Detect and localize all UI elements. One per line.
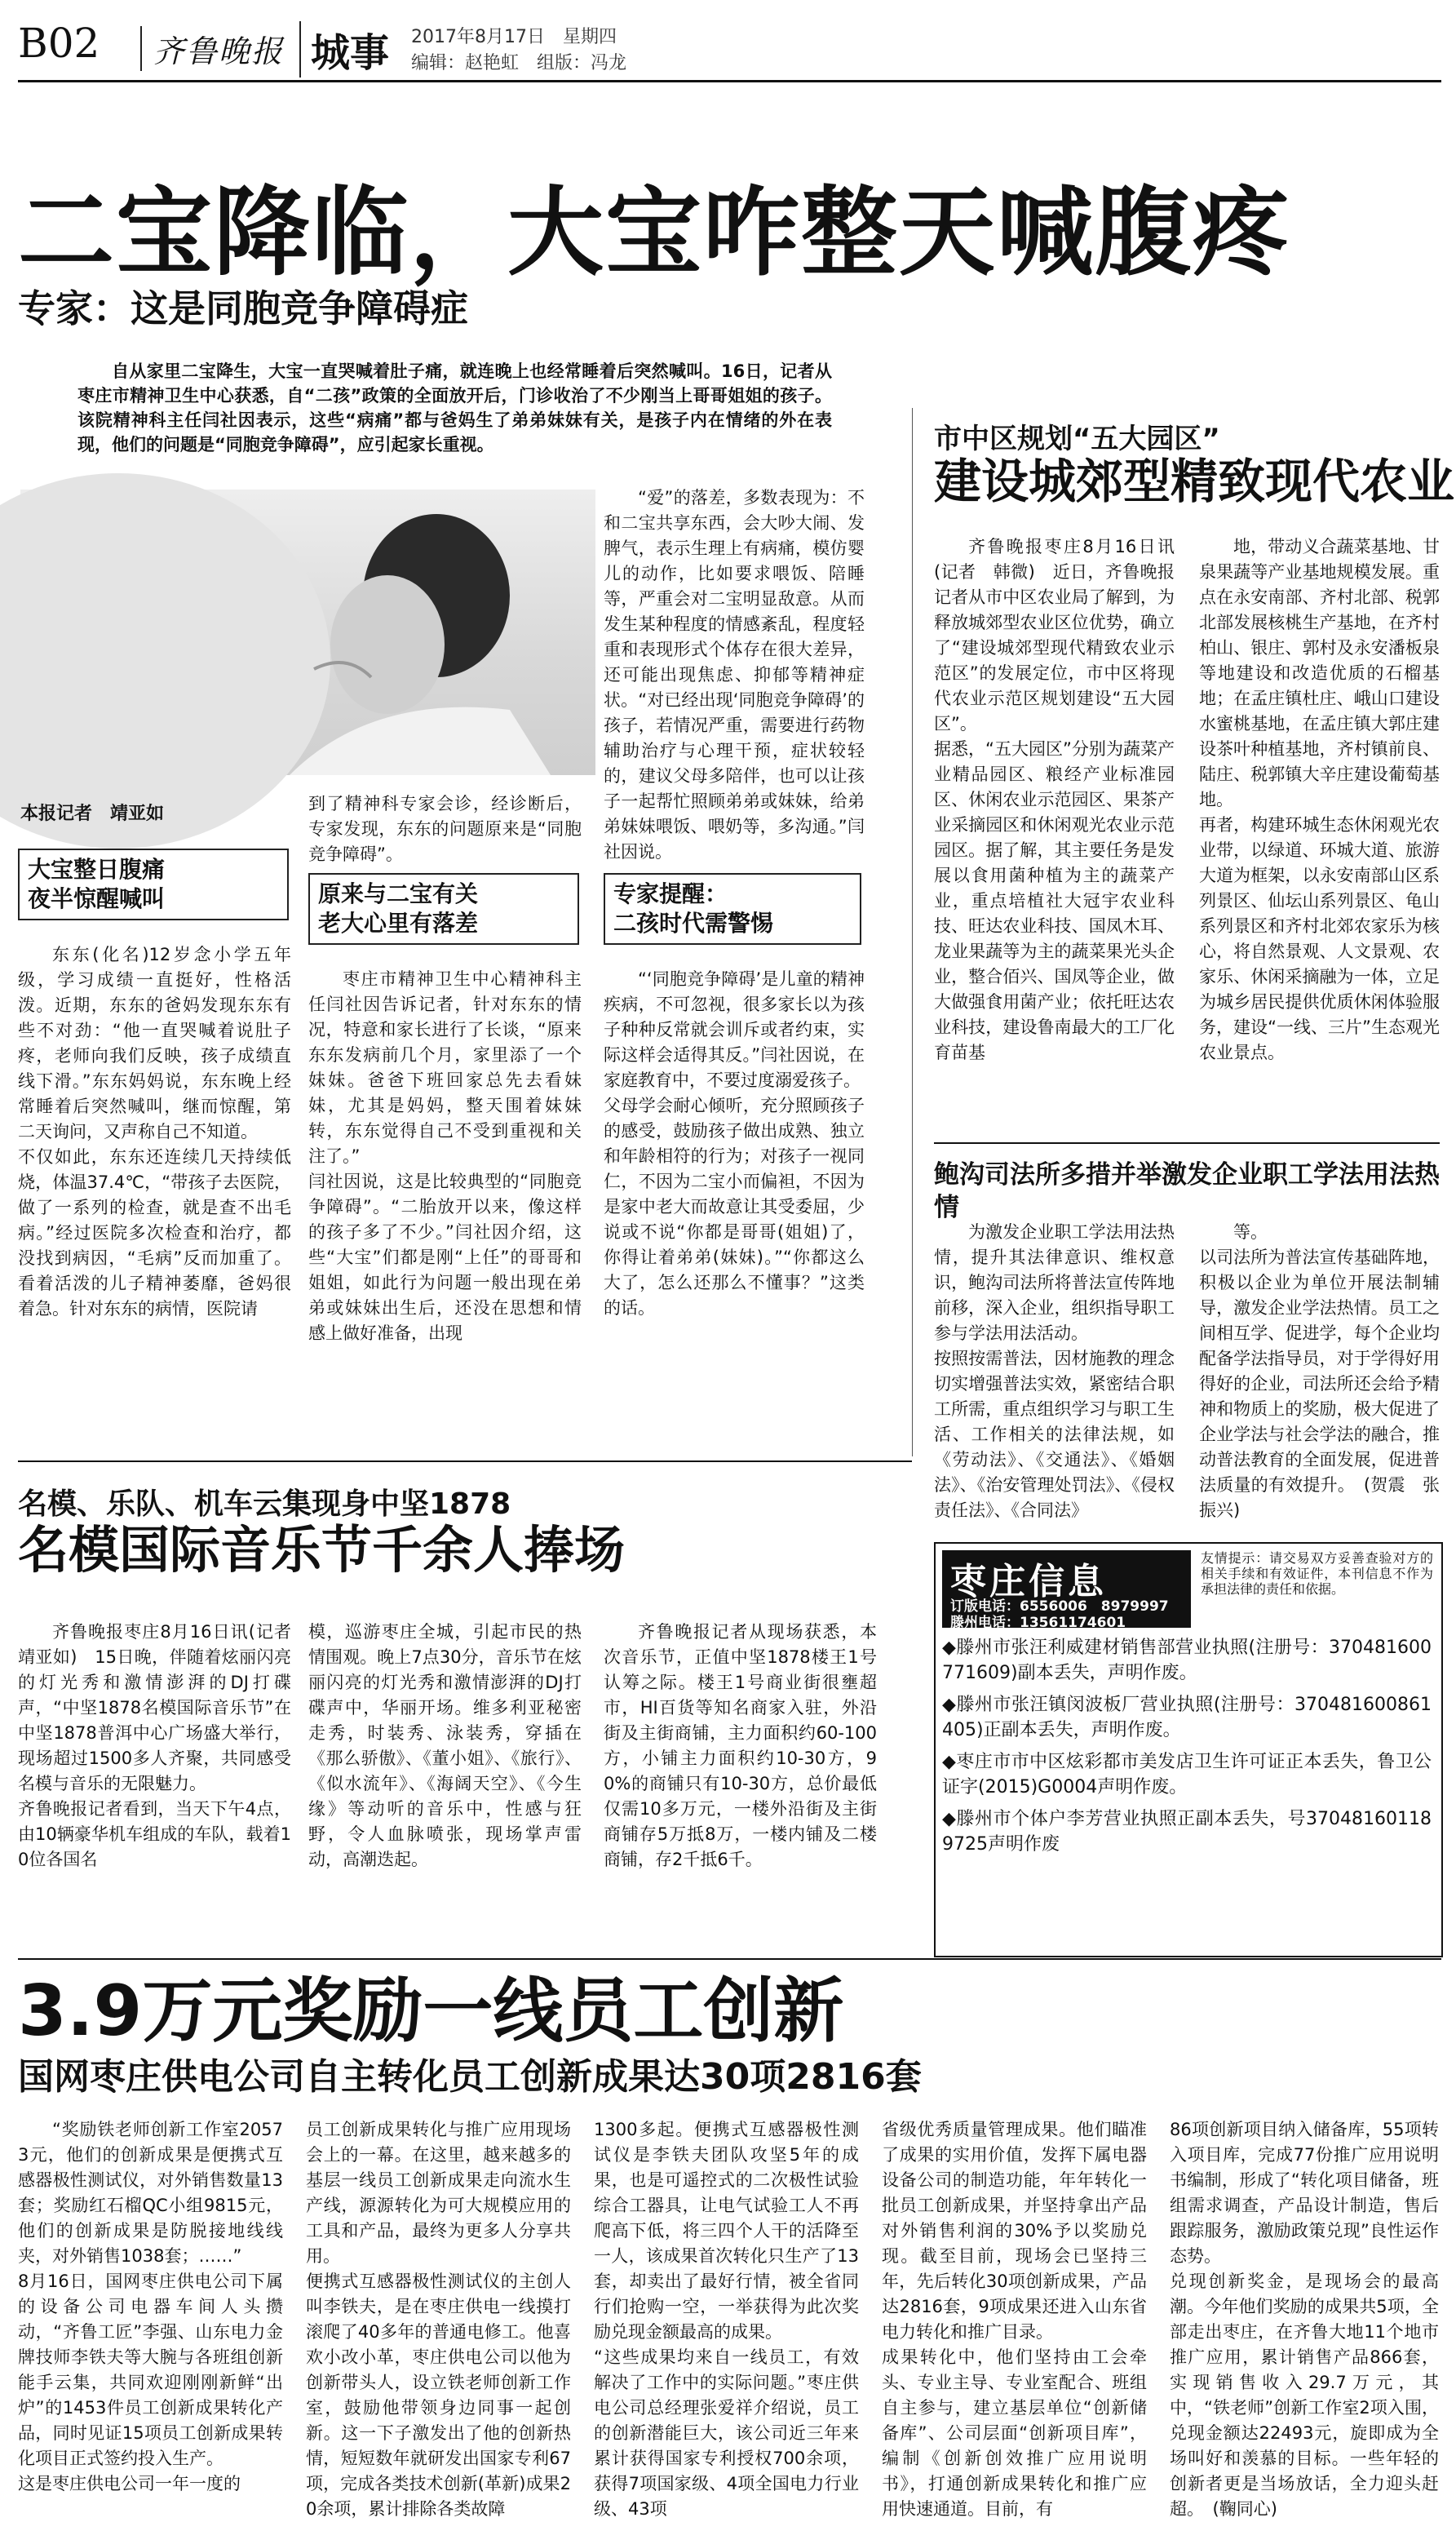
classified-ad-box — [934, 1542, 1443, 1957]
story1-box-3: 专家提醒： 二孩时代需警惕 — [604, 873, 861, 945]
story5-col2: 员工创新成果转化与推广应用现场会上的一幕。在这里，越来越多的基层一线员工创新成果走向流水生产线，源源转化为可大规模应用的工具和产品，最终为更多人分享共用。 便携式互感器极性测试仪的主创人叫李铁夫，是在枣庄供电一线摸打滚爬了40多年的普通电修工。他喜欢小改小革，枣庄供电公司以他为创新带头人，设立铁老师创新工作室，鼓励他带领身边同事一起创新。这一下子激发出了他的创新热情，短短数年就研发出国家专利67项，完成各类技术创新(革新)成果20余项，累计排除各类故障 — [306, 2120, 571, 2519]
story3-headline: 鲍沟司法所多措并举激发企业职工学法用法热情 — [934, 1160, 1440, 1222]
paper-logo: 齐鲁晚报 — [140, 26, 284, 71]
story4-col1: 齐鲁晚报枣庄8月16日讯(记者 靖亚如) 15日晚，伴随着炫丽闪亮的灯光秀和激情澎湃的DJ打碟声，“中坚1878名模国际音乐节”在中坚1878普洱中心广场盛大举行，现场超过1500多人齐聚，共同感受名模与音乐的无限魅力。 齐鲁晚报记者看到，当天下午4点，由10辆豪华机车组成的车队，载着10位各国名 — [18, 1622, 291, 1869]
story4-col2: 模，巡游枣庄全城，引起市民的热情围观。晚上7点30分，音乐节在炫丽闪亮的灯光秀和激情澎湃的DJ打碟声中，华丽开场。维多利亚秘密走秀，时装秀、泳装秀，穿插在《那么骄傲》、《董小姐》、《旅行》、《似水流年》、《海阔天空》、《今生缘》等动听的音乐中，性感与狂野，令人血脉喷张，现场掌声雷动，高潮迭起。 — [308, 1622, 582, 1869]
story1-col3a: “爱”的落差，多数表现为：不和二宝共享东西，会大吵大闹、发脾气，表示生理上有病痛，模仿婴儿的动作，比如要求喂饭、陪睡等，严重会对二宝明显敌意。从而发生某种程度的情感紊乱，程度轻重和表现形式个体存在很大差异，还可能出现焦虑、抑郁等精神症状。“对已经出现‘同胞竞争障碍’的孩子，若情况严重，需要进行药物辅助治疗与心理干预，症状较轻的，建议父母多陪伴，也可以让孩子一起帮忙照顾弟弟或妹妹，给弟弟妹妹喂饭、喂奶等，多沟通。”闫社因说。 — [604, 488, 865, 862]
mother-child-illustration — [20, 490, 595, 775]
ad-logo: 枣庄信息 — [950, 1561, 1107, 1602]
story5-col4: 省级优秀质量管理成果。他们瞄准了成果的实用价值，发挥下属电器设备公司的制造功能，年年转化一批员工创新成果，并坚持拿出产品对外销售利润的30%予以奖励兑现。截至目前，现场会已坚持三年，先后转化30项创新成果，产品达2816套，9项成果还进入山东省电力转化和推广目录。 成果转化中，他们坚持由工会牵头、专业主导、专业室配合、班组自主参与，建立基层单位“创新储备库”、公司层面“创新项目库”，编制《创新创效推广应用说明书》，打通创新成果转化和推广应用快速通道。目前，有 — [882, 2120, 1147, 2519]
story2-kicker: 市中区规划“五大园区” — [934, 423, 1220, 455]
story1-col1: 东东(化名)12岁念小学五年级，学习成绩一直挺好，性格活泼。近期，东东的爸妈发现东东有些不对劲：“他一直哭喊着说肚子疼，老师向我们反映，孩子成绩直线下滑。”东东妈妈说，东东晚上经常睡着后突然喊叫，继而惊醒，第二天询问，又声称自己不知道。 不仅如此，东东还连续几天持续低烧，体温37.4℃，“带孩子去医院，做了一系列的检查，就是查不出毛病。”经过医院多次检查和治疗，都没找到病因，“毛病”反而加重了。看着活泼的儿子精神萎靡，爸妈很着急。针对东东的病情，医院请 — [18, 945, 291, 1319]
story4-col3: 齐鲁晚报记者从现场获悉，本次音乐节，正值中坚1878楼王1号认筹之际。楼王1号商业街很壅超市，HI百货等知名商家入驻，外沿街及主街商铺，主力面积约60-100方，小铺主力面积约10-30方，90%的商铺只有10-30方，总价最低仅需10多万元，一楼外沿街及主街商铺存5万抵8万，一楼内铺及二楼商铺，存2千抵6千。 — [604, 1622, 877, 1869]
story5-headline: 3.9万元奖励一线员工创新 — [18, 1970, 844, 2052]
story1-col2a: 到了精神科专家会诊，经诊断后，专家发现，东东的问题原来是“同胞竞争障碍”。 — [308, 794, 582, 864]
story4-kicker: 名模、乐队、机车云集现身中坚1878 — [18, 1487, 511, 1521]
ad-phone-1: 订版电话：6556006 8979997 — [950, 1598, 1169, 1615]
story1-photo — [20, 490, 595, 775]
editors-line: 编辑：赵艳虹 组版：冯龙 — [411, 53, 627, 73]
ad-logo-panel — [942, 1550, 1191, 1631]
story5-col3: 1300多起。便携式互感器极性测试仪是李铁夫团队攻坚5年的成果，也是可遥控式的二次极性试验综合工器具，让电气试验工人不再爬高下低，将三四个人干的活降至一人，该成果首次转化只生产了13套，却卖出了最好行情，被全省同行们抢购一空，一举获得为此次奖励兑现金额最高的成果。 “这些成果均来自一线员工，有效解决了工作中的实际问题。”枣庄供电公司总经理张爱祥介绍说，员工的创新潜能巨大，该公司近三年来累计获得国家专利授权700余项，获得7项国家级、4项全国电力行业级、43项 — [594, 2120, 859, 2519]
ad-tip: 友情提示：请交易双方妥善查验对方的相关手续和有效证件，本刊信息不作为承担法律的责任和依据。 — [1201, 1550, 1433, 1597]
story5-col5: 86项创新项目纳入储备库，55项转入项目库，完成77份推广应用说明书编制，形成了“转化项目储备，班组需求调查，产品设计制造，售后跟踪服务，激励政策兑现”良性运作态势。 兑现创新奖金，是现场会的最高潮。今年他们奖励的成果共5项，全部走出枣庄，在齐鲁大地11个地市推广应用，累计销售产品866套，实现销售收入29.7万元，其中，“铁老师”创新工作室2项入围，兑现金额达22493元，旋即成为全场叫好和羡慕的目标。一些年轻的创新者更是当场放话，全力迎头赶超。 (鞠同心) — [1170, 2120, 1439, 2519]
ad-items — [942, 1635, 1432, 1857]
story3-col1: 为激发企业职工学法用法热情，提升其法律意识、维权意识，鲍沟司法所将普法宣传阵地前移，深入企业，组织指导职工参与学法用法活动。 按照按需普法，因材施教的理念切实增强普法实效，紧密结合职工所需，重点组织学习与职工生活、工作相关的法律法规，如《劳动法》、《交通法》、《婚姻法》、《治安管理处罚法》、《侵权责任法》、《合同法》 — [934, 1222, 1175, 1520]
ad-item: ◆滕州市个体户李芳营业执照正副本丢失，号370481601189725声明作废 — [942, 1809, 1432, 1855]
story5-col1: “奖励铁老师创新工作室20573元，他们的创新成果是便携式互感器极性测试仪，对外销售数量13套；奖励红石榴QC小组9815元，他们的创新成果是防脱接地线线夹，对外销售1038套；……” 8月16日，国网枣庄供电公司下属的设备公司电器车间人头攒动，“齐鲁工匠”李强、山东电力金牌技师李铁夫等大腕与各班组创新能手云集，共同欢迎刚刚新鲜“出炉”的1453件员工创新成果转化产品，同时见证15项员工创新成果转化项目正式签约投入生产。 这是枣庄供电公司一年一度的 — [18, 2120, 283, 2493]
ad-phone-2: 滕州电话：13561174601 — [950, 1615, 1126, 1631]
story4-top-rule — [18, 1460, 912, 1462]
story5-top-rule — [18, 1958, 1441, 1960]
story1-box-2: 原来与二宝有关 老大心里有落差 — [308, 873, 579, 945]
masthead — [18, 15, 1441, 78]
story1-headline: 二宝降临，大宝咋整天喊腹疼 — [18, 176, 1291, 289]
story1-col3b: “‘同胞竞争障碍’是儿童的精神疾病，不可忽视，很多家长以为孩子种种反常就会训斥或者约束，实际这样会适得其反。”闫社因说，在家庭教育中，不要过度溺爱孩子。 父母学会耐心倾听，充分照顾孩子的感受，鼓励孩子做出成熟、独立和年龄相符的行为；对孩子一视同仁，不因为二宝小而偏袒，不因为是家中老大而故意让其受委屈，少说或不说“你都是哥哥(姐姐)了，你得让着弟弟(妹妹)。”“你都这么大了，怎么还那么不懂事？”这类的话。 — [604, 969, 865, 1318]
story4-headline: 名模国际音乐节千余人捧场 — [18, 1520, 626, 1580]
story2-col2: 地，带动义合蔬菜基地、甘泉果蔬等产业基地规模发展。重点在永安南部、齐村北部、税郭北部发展核桃生产基地，在齐村柏山、银庄、郭村及永安潘板泉等地建设和改造优质的石榴基地；在孟庄镇杜庄、峨山口建设水蜜桃基地，在孟庄镇大郭庄建设茶叶种植基地，齐村镇前良、陆庄、税郭镇大辛庄建设葡萄基地。 再者，构建环城生态休闲观光农业带，以绿道、环城大道、旅游大道为框架，以永安南部山区系列景区、仙坛山系列景区、龟山系列景区和齐村北郊农家乐为核心，将自然景观、人文景观、农家乐、休闲采摘融为一体，立足为城乡居民提供优质休闲体验服务，建设“一线、三片”生态观光农业景点。 — [1199, 537, 1440, 1062]
ad-item: ◆枣庄市市中区炫彩都市美发店卫生许可证正本丢失，鲁卫公证字(2015)G0004声明作废。 — [942, 1752, 1432, 1797]
section-name: 城事 — [299, 21, 389, 78]
story3-col2: 等。 以司法所为普法宣传基础阵地，积极以企业为单位开展法制辅导，激发企业学法热情。员工之间相互学、促进学，每个企业均配备学法指导员，对于学得好用得好的企业，司法所还会给予精神和物质上的奖励，极大促进了企业学法与社会学法的融合，推动普法教育的全面发展，促进普法质量的有效提升。 (贺震 张振兴) — [1199, 1222, 1440, 1520]
story1-lead: 自从家里二宝降生，大宝一直哭喊着肚子痛，就连晚上也经常睡着后突然喊叫。16日，记者从枣庄市精神卫生中心获悉，自“二孩”政策的全面放开后，门诊收治了不少刚当上哥哥姐姐的孩子。该院精神科主任闫社因表示，这些“病痛”都与爸妈生了弟弟妹妹有关，是孩子内在情绪的外在表现，他们的问题是“同胞竞争障碍”，应引起家长重视。 — [77, 361, 832, 454]
story1-byline: 本报记者 靖亚如 — [20, 804, 165, 824]
masthead-rule — [18, 80, 1441, 82]
issue-date: 2017年8月17日 星期四 — [411, 27, 617, 47]
ad-item: ◆滕州市张汪利威建材销售部营业执照(注册号：370481600771609)副本丢失，声明作废。 — [942, 1638, 1432, 1683]
story1-col2b: 枣庄市精神卫生中心精神科主任闫社因告诉记者，针对东东的情况，特意和家长进行了长谈，“原来东东发病前几个月，家里添了一个妹妹。爸爸下班回家总先去看妹妹，尤其是妈妈，整天围着妹妹转，东东觉得自己不受到重视和关注了。” 闫社因说，这是比较典型的“同胞竞争障碍”。“二胎放开以来，像这样的孩子多了不少。”闫社因介绍，这些“大宝”们都是刚“上任”的哥哥和姐姐，如此行为问题一般出现在弟弟或妹妹出生后，还没在思想和情感上做好准备，出现 — [308, 969, 582, 1343]
story1-subhead: 专家：这是同胞竞争障碍症 — [18, 286, 468, 330]
ad-item: ◆滕州市张汪镇闵波板厂营业执照(注册号：370481600861405)正副本丢失，声明作废。 — [942, 1695, 1432, 1740]
story1-box-1: 大宝整日腹痛 夜半惊醒喊叫 — [18, 849, 289, 920]
story2-bottom-rule — [934, 1142, 1440, 1144]
story2-headline: 建设城郊型精致现代农业 — [934, 454, 1455, 509]
story2-col1: 齐鲁晚报枣庄8月16日讯(记者 韩微) 近日，齐鲁晚报记者从市中区农业局了解到，为释放城郊型农业区位优势，确立了“建设城郊型现代精致农业示范区”的发展定位，市中区将现代农业示范区规划建设“五大园区”。 据悉，“五大园区”分别为蔬菜产业精品园区、粮经产业标准园区、休闲农业示范园区、果茶产业采摘园区和休闲观光农业示范园区。据了解，其主要任务是发展以食用菌种植为主的蔬菜产业，重点培植社大冠宇农业科技、旺达农业科技、国凤木耳、龙业果蔬等为主的蔬菜果光头企业，整合佰兴、国凤等企业，做大做强食用菌产业；依托旺达农业科技，建设鲁南最大的工厂化育苗基 — [934, 537, 1175, 1062]
story5-subhead: 国网枣庄供电公司自主转化员工创新成果达30项2816套 — [18, 2056, 922, 2098]
page-number: B02 — [18, 20, 100, 67]
story1-divider — [912, 408, 913, 1456]
